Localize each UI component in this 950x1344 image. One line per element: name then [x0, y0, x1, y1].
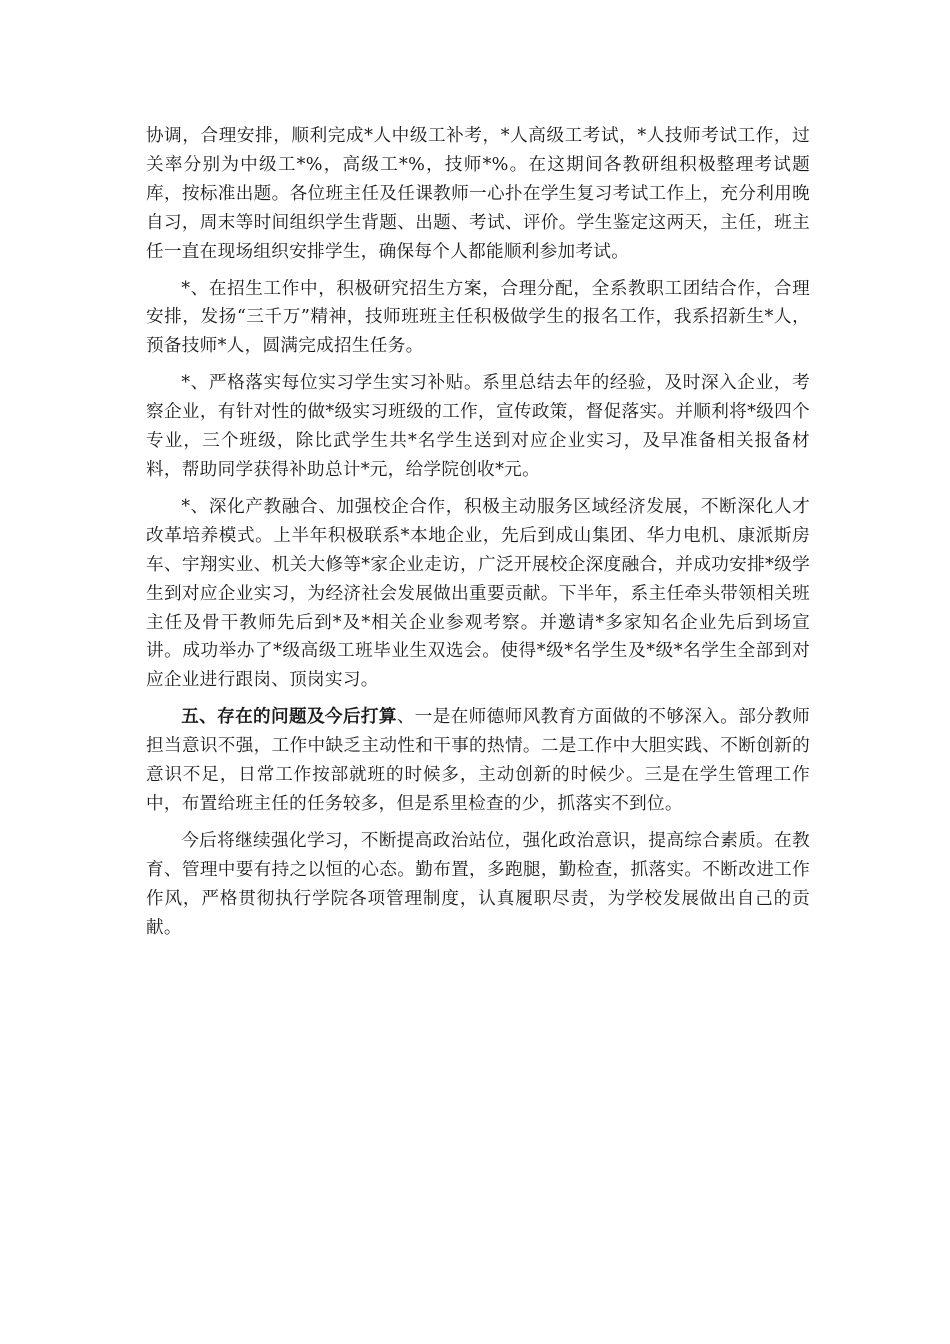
paragraph-plans: 今后将继续强化学习，不断提高政治站位，强化政治意识，提高综合素质。在教育、管理中要有持之以恒的心态。勤布置，多跑腿，勤检查，抓落实。不断改进工作作风，严格贯彻执行学院各项管理制度，认真履职尽责，为学校发展做出自己的贡献。 [146, 830, 810, 938]
section-heading: 五、存在的问题及今后打算 [181, 706, 397, 728]
paragraph-enrollment: *、在招生工作中，积极研究招生方案，合理分配，全系教职工团结合作，合理安排，发扬“三千万”精神，技师班班主任积极做学生的报名工作，我系招新生*人，预备技师*人，圆满完成招生任务。 [146, 278, 810, 357]
paragraph-industry-cooperation: *、深化产教融合、加强校企合作，积极主动服务区域经济发展，不断深化人才改革培养模式。上半年积极联系*本地企业，先后到成山集团、华力电机、康派斯房车、宇翔实业、机关大修等*家企业走访，广泛开展校企深度融合，并成功安排*级学生到对应企业实习，为经济社会发展做出重要贡献。下半年，系主任牵头带领相关班主任及骨干教师先后到*及*相关企业参观考察。并邀请*多家知名企业先后到场宣讲。成功举办了*级高级工班毕业生双选会。使得*级*名学生及*级*名学生全部到对应企业进行跟岗、顶岗实习。 [146, 496, 810, 691]
problems-text: 、一是在师德师风教育方面做的不够深入。部分教师担当意识不强，工作中缺乏主动性和干事的热情。二是工作中大胆实践、不断创新的意识不足，日常工作按部就班的时候多，主动创新的时候少。三是在学生管理工作中，布置给班主任的任务较多，但是系里检查的少，抓落实不到位。 [146, 707, 810, 814]
paragraph-exam-work: 协调，合理安排，顺利完成*人中级工补考，*人高级工考试，*人技师考试工作，过关率分别为中级工*%，高级工*%，技师*%。在这期间各教研组积极整理考试题库，按标准出题。各位班主任及任课教师一心扑在学生复习考试工作上，充分利用晚自习，周末等时间组织学生背题、出题、考试、评价。学生鉴定这两天，主任，班主任一直在现场组织安排学生，确保每个人都能顺利参加考试。 [146, 126, 810, 262]
paragraph-internship-subsidy: *、严格落实每位实习学生实习补贴。系里总结去年的经验，及时深入企业，考察企业，有针对性的做*级实习班级的工作，宣传政策，督促落实。并顺利将*级四个专业，三个班级，除比武学生共*名学生送到对应企业实习，及早准备相关报备材料，帮助同学获得补助总计*元，给学院创收*元。 [146, 373, 810, 480]
paragraph-problems [146, 703, 810, 819]
